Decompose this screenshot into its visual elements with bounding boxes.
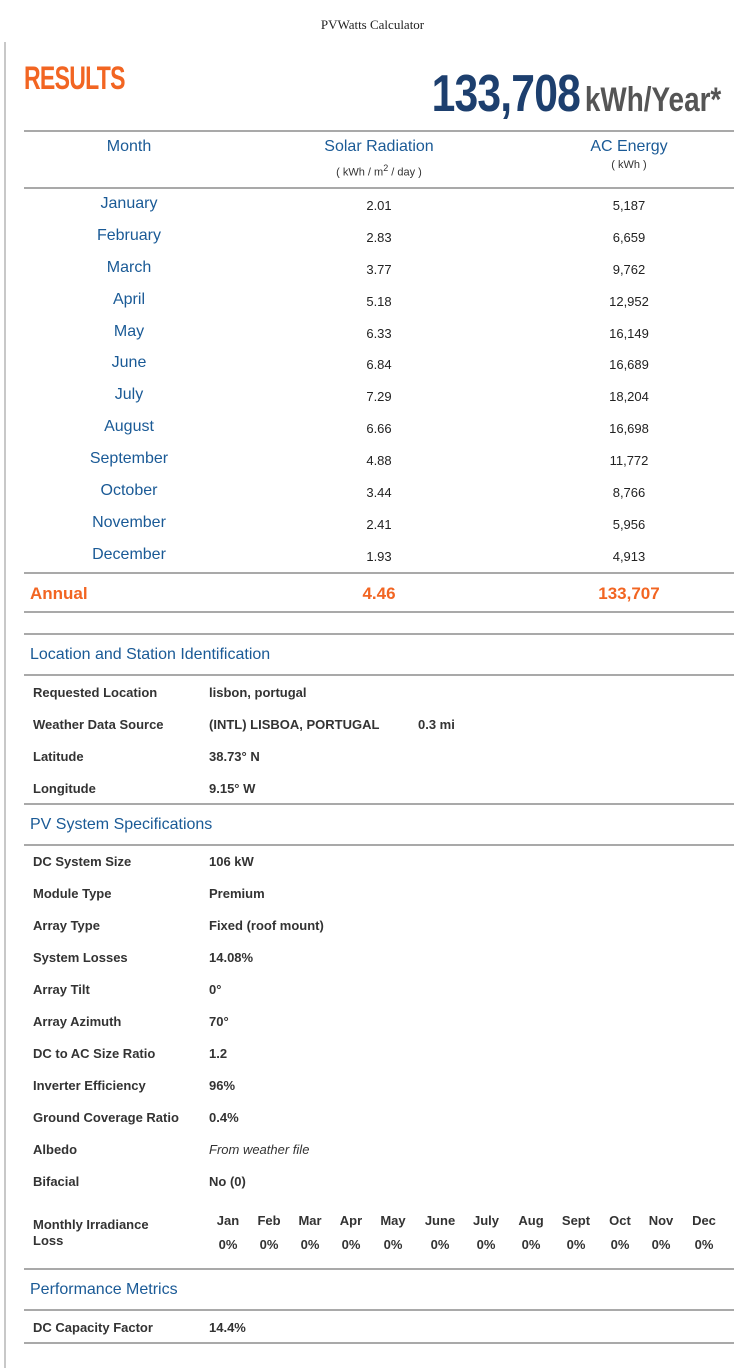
irradiance-month-header: Feb xyxy=(257,1213,281,1228)
table-row xyxy=(24,386,734,418)
field-label: Latitude xyxy=(33,749,84,764)
irradiance-month-header: July xyxy=(472,1213,499,1228)
field-value: 96% xyxy=(209,1078,236,1093)
irradiance-month-header: Jan xyxy=(216,1213,240,1228)
performance-header-rule xyxy=(24,1309,734,1311)
field-label: System Losses xyxy=(33,950,128,965)
ac-energy-cell: 4,913 xyxy=(612,549,646,564)
field-label: Ground Coverage Ratio xyxy=(33,1110,179,1125)
monthly-irradiance-loss-label: Monthly Irradiance Loss xyxy=(33,1217,149,1248)
field-label: DC System Size xyxy=(33,854,132,869)
field-value: 38.73° N xyxy=(209,749,260,764)
irradiance-month-value: 0% xyxy=(218,1237,238,1252)
ac-energy-cell: 8,766 xyxy=(612,485,646,500)
month-cell: September xyxy=(89,450,169,467)
field-value: No (0) xyxy=(209,1174,246,1189)
month-cell: October xyxy=(100,482,158,499)
annual-bottom-rule xyxy=(24,611,734,613)
annual-energy-unit: kWh/Year* xyxy=(584,81,721,119)
ac-energy-cell: 5,187 xyxy=(612,198,646,213)
radiation-cell: 6.84 xyxy=(366,357,392,372)
performance-top-rule xyxy=(24,1268,734,1270)
performance-section-title: Performance Metrics xyxy=(30,1281,178,1298)
radiation-cell: 4.88 xyxy=(366,453,392,468)
field-label: Array Type xyxy=(33,918,100,933)
field-label: Inverter Efficiency xyxy=(33,1078,146,1093)
ac-energy-cell: 16,149 xyxy=(609,326,649,341)
field-value: 14.08% xyxy=(209,950,254,965)
month-cell: April xyxy=(112,291,145,308)
month-cell: August xyxy=(104,418,154,435)
field-label: Module Type xyxy=(33,886,112,901)
ac-energy-cell: 6,659 xyxy=(612,230,646,245)
column-header-ac-energy xyxy=(529,138,729,171)
field-value: lisbon, portugal xyxy=(209,685,307,700)
ac-energy-cell: 5,956 xyxy=(612,517,646,532)
irradiance-month-header: Nov xyxy=(648,1213,674,1228)
table-row xyxy=(24,418,734,450)
system-header-rule xyxy=(24,844,734,846)
ac-energy-cell: 16,689 xyxy=(609,357,649,372)
location-section-title: Location and Station Identification xyxy=(30,646,271,663)
irradiance-month-value: 0% xyxy=(651,1237,671,1252)
radiation-cell: 1.93 xyxy=(366,549,392,564)
field-label: DC Capacity Factor xyxy=(33,1320,153,1335)
field-value: 106 kW xyxy=(209,854,254,869)
field-value: 0.4% xyxy=(209,1110,239,1125)
radiation-cell: 3.44 xyxy=(366,485,392,500)
left-border-rule xyxy=(4,42,6,1368)
location-header-rule xyxy=(24,674,734,676)
page-title: PVWatts Calculator xyxy=(320,17,425,32)
irradiance-month-value: 0% xyxy=(383,1237,403,1252)
field-label: Requested Location xyxy=(33,685,158,700)
results-heading: RESULTS xyxy=(24,60,125,96)
field-value: Premium xyxy=(209,886,265,901)
annual-energy-value: 133,708 xyxy=(431,65,580,123)
performance-bottom-rule xyxy=(24,1342,734,1344)
table-row xyxy=(24,354,734,386)
irradiance-month-value: 0% xyxy=(566,1237,586,1252)
field-value: 14.4% xyxy=(209,1320,246,1335)
month-cell: February xyxy=(96,227,162,244)
column-header-month-label: Month xyxy=(106,138,152,155)
month-cell: May xyxy=(113,323,145,340)
irradiance-month-value: 0% xyxy=(476,1237,496,1252)
annual-top-rule xyxy=(24,572,734,574)
irradiance-month-value: 0% xyxy=(694,1237,714,1252)
ac-energy-cell: 16,698 xyxy=(609,421,649,436)
irradiance-month-header: Oct xyxy=(609,1213,631,1228)
system-section-title: PV System Specifications xyxy=(30,816,213,833)
radiation-cell: 6.66 xyxy=(366,421,392,436)
irradiance-month-value: 0% xyxy=(259,1237,279,1252)
annual-ac-energy: 133,707 xyxy=(598,584,660,603)
system-top-rule xyxy=(24,803,734,805)
field-value: 1.2 xyxy=(209,1046,228,1061)
irradiance-month-value: 0% xyxy=(300,1237,320,1252)
column-header-solar-radiation-unit: ( kWh / $m^2$ / day ) xyxy=(336,163,422,179)
column-header-month xyxy=(54,138,204,156)
field-value: 0° xyxy=(209,982,222,997)
radiation-cell: 3.77 xyxy=(366,262,392,277)
month-cell: March xyxy=(106,259,152,276)
table-row xyxy=(24,450,734,482)
column-header-solar-radiation-label: Solar Radiation xyxy=(324,138,434,155)
station-distance: 0.3 mi xyxy=(418,717,455,732)
radiation-cell: 2.41 xyxy=(366,517,392,532)
radiation-cell: 6.33 xyxy=(366,326,392,341)
irradiance-month-value: 0% xyxy=(430,1237,450,1252)
annual-radiation: 4.46 xyxy=(362,584,396,603)
ac-energy-cell: 9,762 xyxy=(612,262,646,277)
field-label: DC to AC Size Ratio xyxy=(33,1046,156,1061)
month-cell: December xyxy=(92,546,166,563)
field-value: From weather file xyxy=(209,1142,310,1157)
irradiance-month-value: 0% xyxy=(610,1237,630,1252)
radiation-cell: 2.83 xyxy=(366,230,392,245)
irradiance-month-header: Mar xyxy=(298,1213,322,1228)
table-row xyxy=(24,259,734,291)
field-label: Albedo xyxy=(33,1142,78,1157)
irradiance-month-value: 0% xyxy=(521,1237,541,1252)
field-label: Array Azimuth xyxy=(33,1014,122,1029)
table-row xyxy=(24,323,734,355)
field-value: 70° xyxy=(209,1014,229,1029)
month-cell: June xyxy=(111,354,147,371)
column-header-ac-energy-unit: ( kWh ) xyxy=(611,159,647,171)
column-header-solar-radiation xyxy=(279,138,479,179)
month-cell: November xyxy=(92,514,166,531)
location-top-rule xyxy=(24,633,734,635)
irradiance-month-value: 0% xyxy=(341,1237,361,1252)
table-row xyxy=(24,195,734,227)
field-label: Weather Data Source xyxy=(33,717,164,732)
radiation-cell: 2.01 xyxy=(366,198,392,213)
radiation-cell: 5.18 xyxy=(366,294,392,309)
ac-energy-cell: 11,772 xyxy=(609,453,649,468)
ac-energy-cell: 12,952 xyxy=(609,294,649,309)
irradiance-month-header: June xyxy=(424,1213,456,1228)
month-cell: January xyxy=(100,195,158,212)
month-cell: July xyxy=(114,386,144,403)
irradiance-month-header: May xyxy=(380,1213,406,1228)
table-row xyxy=(24,227,734,259)
ac-energy-cell: 18,204 xyxy=(609,389,649,404)
field-label: Longitude xyxy=(33,781,96,796)
irradiance-month-header: Dec xyxy=(692,1213,716,1228)
annual-energy-total xyxy=(431,64,721,124)
field-value: Fixed (roof mount) xyxy=(209,918,324,933)
table-top-rule xyxy=(24,130,734,132)
field-label: Bifacial xyxy=(33,1174,80,1189)
field-value: 9.15° W xyxy=(209,781,256,796)
irradiance-month-header: Sept xyxy=(561,1213,591,1228)
table-row xyxy=(24,482,734,514)
table-row xyxy=(24,291,734,323)
irradiance-month-header: Apr xyxy=(339,1213,363,1228)
column-header-ac-energy-label: AC Energy xyxy=(590,138,668,155)
table-header-rule xyxy=(24,187,734,189)
annual-label: Annual xyxy=(30,584,88,603)
radiation-cell: 7.29 xyxy=(366,389,392,404)
irradiance-month-header: Aug xyxy=(518,1213,544,1228)
field-value: (INTL) LISBOA, PORTUGAL xyxy=(209,717,380,732)
field-label: Array Tilt xyxy=(33,982,90,997)
table-row xyxy=(24,514,734,546)
